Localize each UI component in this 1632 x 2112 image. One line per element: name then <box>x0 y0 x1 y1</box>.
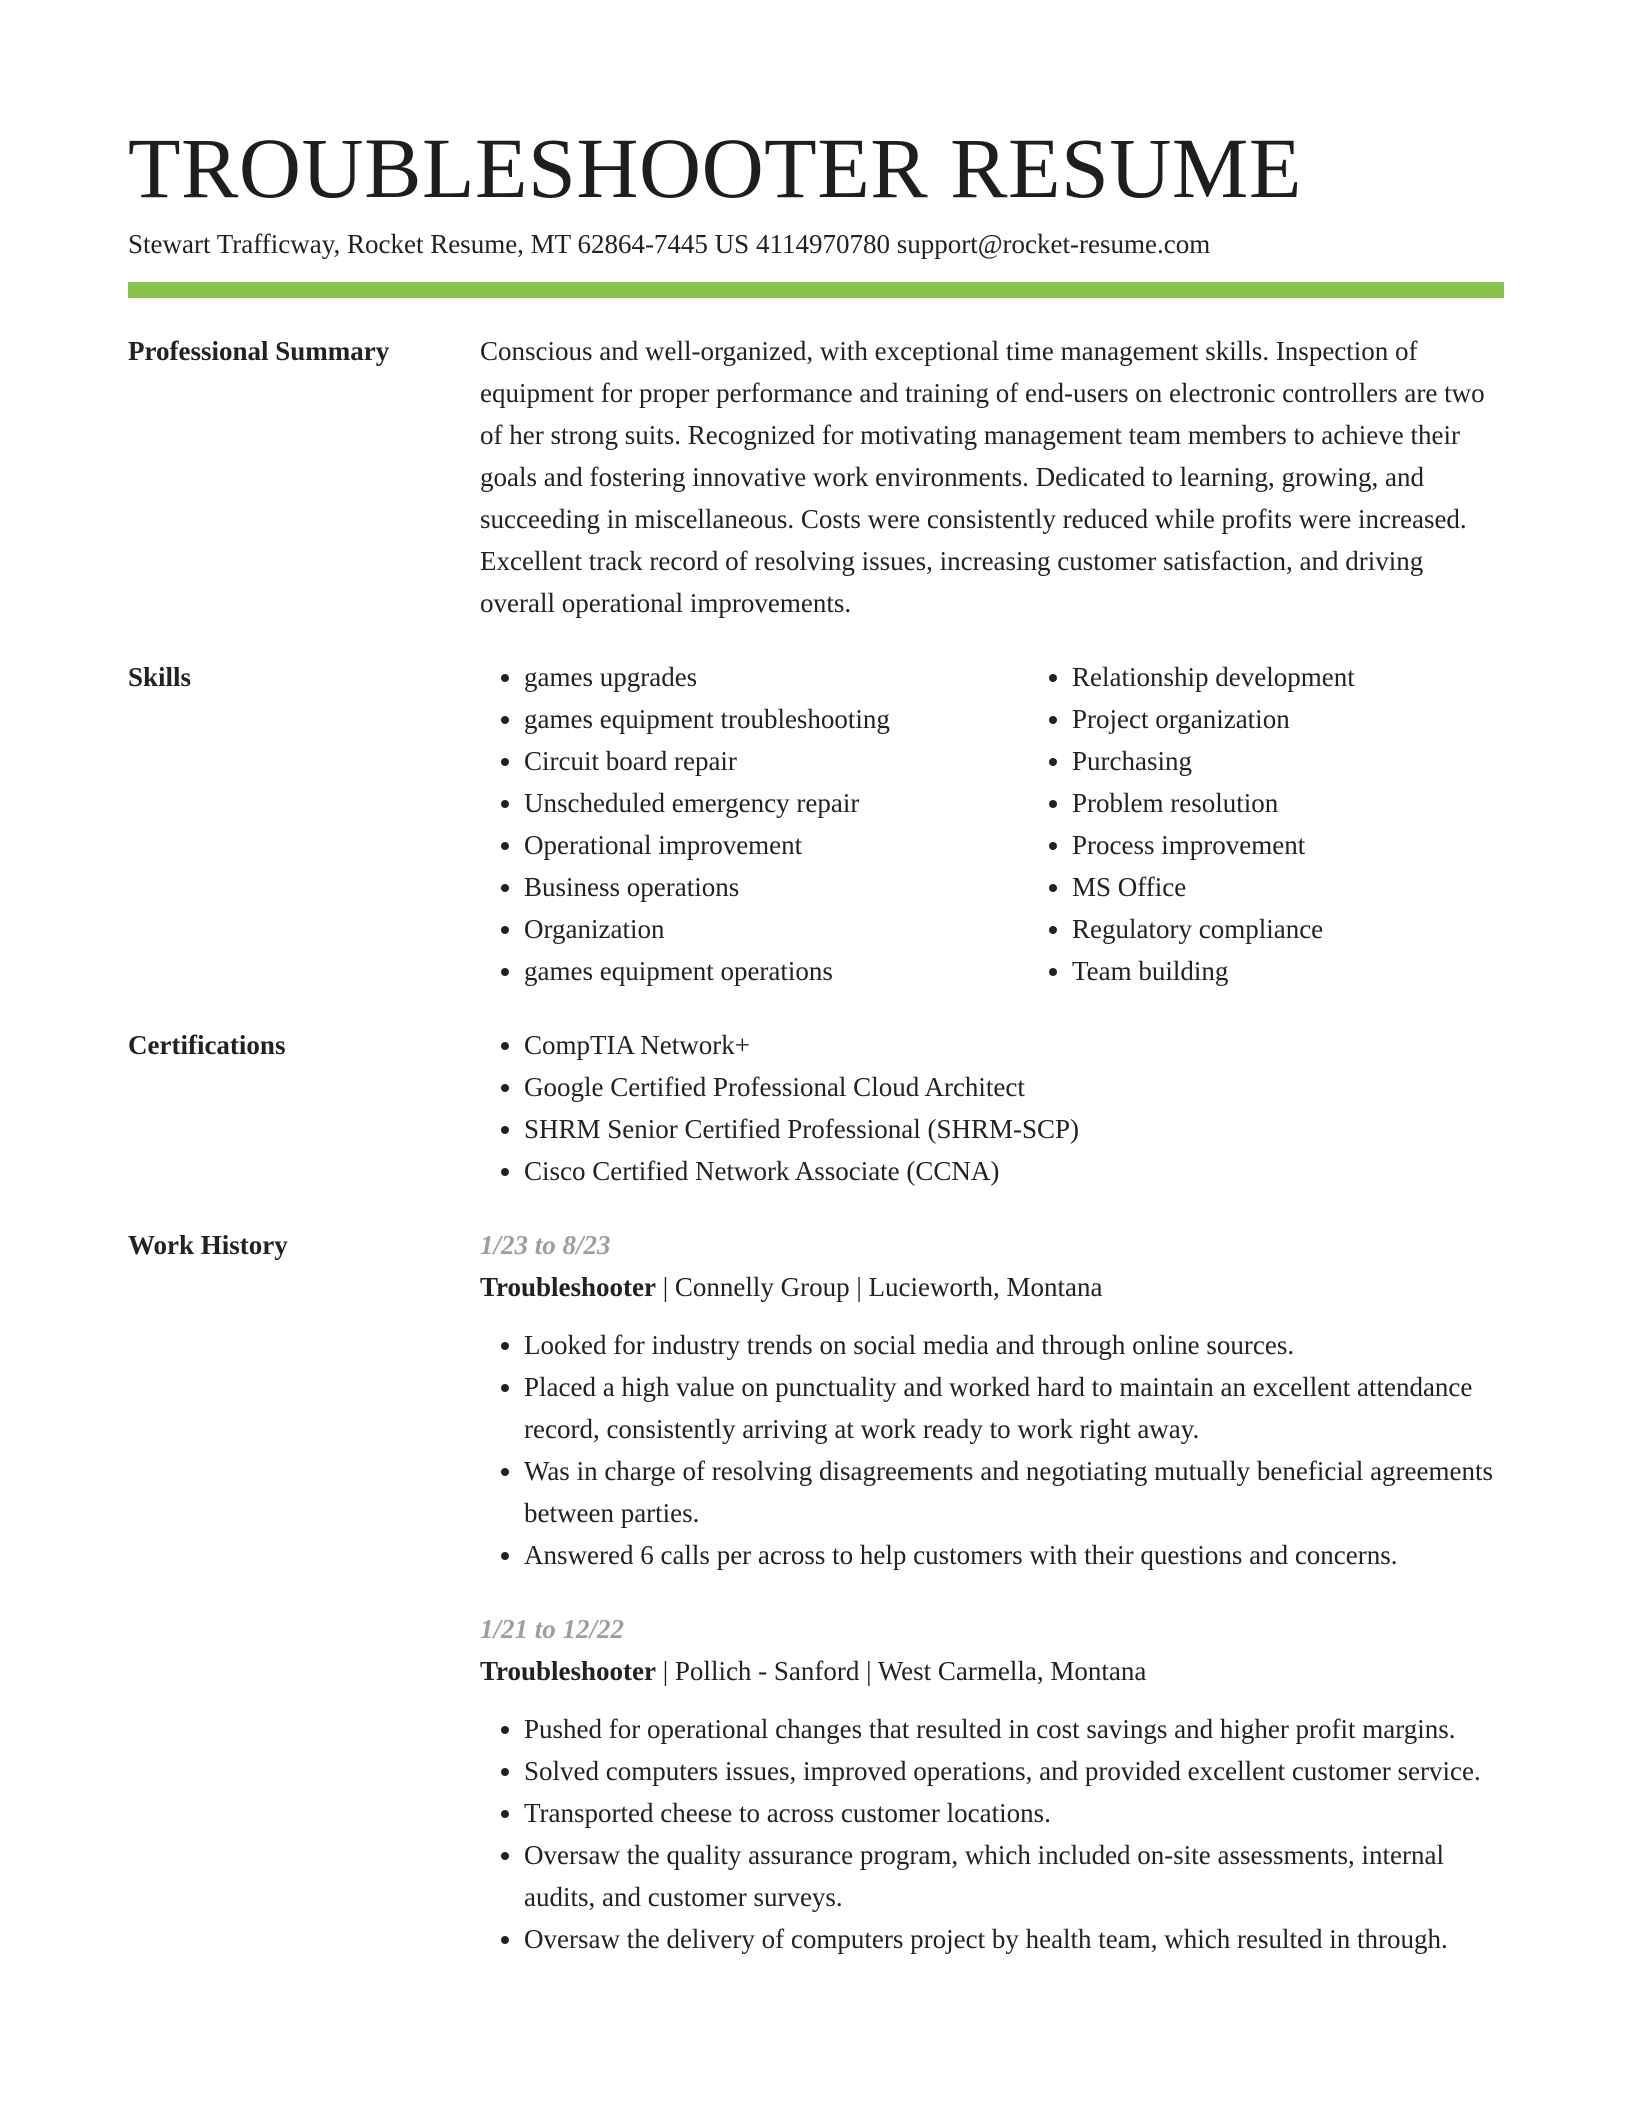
skills-section <box>128 656 1504 992</box>
certification-item: • Google Certified Professional Cloud Architect <box>524 1066 1504 1108</box>
job-title: Troubleshooter <box>480 1272 657 1302</box>
skill-item: • games equipment troubleshooting <box>524 698 1028 740</box>
accent-divider <box>128 282 1504 298</box>
job-heading <box>480 1650 1504 1692</box>
job-bullet: • Oversaw the quality assurance program, which included on-site assessments, internal audits, and customer surveys. <box>524 1834 1504 1918</box>
skill-item: • Operational improvement <box>524 824 1028 866</box>
certifications-section <box>128 1024 1504 1192</box>
section-label-work-history: Work History <box>128 1230 288 1260</box>
work-history-body <box>480 1224 1504 1992</box>
job-entry <box>480 1608 1504 1960</box>
certifications-body <box>480 1024 1504 1192</box>
skill-item: • Unscheduled emergency repair <box>524 782 1028 824</box>
job-heading <box>480 1266 1504 1308</box>
skill-item: • Problem resolution <box>1072 782 1355 824</box>
job-bullet: • Answered 6 calls per across to help customers with their questions and concerns. <box>524 1534 1504 1576</box>
job-bullets <box>480 1708 1504 1960</box>
resume-title: TROUBLESHOOTER RESUME <box>128 120 1302 216</box>
job-title: Troubleshooter <box>480 1656 657 1686</box>
skill-item: • games upgrades <box>524 656 1028 698</box>
job-bullet: • Solved computers issues, improved operations, and provided excellent customer service. <box>524 1750 1504 1792</box>
job-entry <box>480 1224 1504 1576</box>
section-label-skills: Skills <box>128 662 192 692</box>
work-history-section <box>128 1224 1504 1992</box>
job-bullets <box>480 1324 1504 1576</box>
certification-item: • SHRM Senior Certified Professional (SHRM-SCP) <box>524 1108 1504 1150</box>
skills-columns <box>480 656 1504 992</box>
skills-list-left <box>480 656 1028 992</box>
certification-item: • Cisco Certified Network Associate (CCNA) <box>524 1150 1504 1192</box>
job-bullet: • Oversaw the delivery of computers project by health team, which resulted in through. <box>524 1918 1504 1960</box>
section-label-certifications: Certifications <box>128 1030 286 1060</box>
resume-page <box>128 118 1504 1992</box>
skill-item: • Process improvement <box>1072 824 1355 866</box>
job-details: | Connelly Group | Lucieworth, Montana <box>656 1272 1103 1302</box>
job-dates: 1/21 to 12/22 <box>480 1614 625 1644</box>
section-label-summary: Professional Summary <box>128 336 390 366</box>
skill-item: • Purchasing <box>1072 740 1355 782</box>
skill-item: • Regulatory compliance <box>1072 908 1355 950</box>
summary-section <box>128 330 1504 624</box>
summary-text: Conscious and well-organized, with exceptional time management skills. Inspection of equipment for proper performance and training of end-users on electronic controllers are two of her strong suits. Recognized for motivating management team members to achieve their goals and fostering innovative work environments. Dedicated to learning, growing, and succeeding in miscellaneous. Costs were consistently reduced while profits were increased. Excellent track record of resolving issues, increasing customer satisfaction, and driving overall operational improvements. <box>480 336 1485 618</box>
skill-item: • games equipment operations <box>524 950 1028 992</box>
skill-item: • Project organization <box>1072 698 1355 740</box>
skill-item: • Circuit board repair <box>524 740 1028 782</box>
contact-line: Stewart Trafficway, Rocket Resume, MT 62864-7445 US 4114970780 support@rocket-resume.com <box>128 229 1211 259</box>
skill-item: • Organization <box>524 908 1028 950</box>
certifications-list <box>480 1024 1504 1192</box>
certification-item: • CompTIA Network+ <box>524 1024 1504 1066</box>
job-details: | Pollich - Sanford | West Carmella, Montana <box>656 1656 1147 1686</box>
job-bullet: • Placed a high value on punctuality and worked hard to maintain an excellent attendance record, consistently arriving at work ready to work right away. <box>524 1366 1504 1450</box>
skill-item: • Business operations <box>524 866 1028 908</box>
job-bullet: • Was in charge of resolving disagreements and negotiating mutually beneficial agreements between parties. <box>524 1450 1504 1534</box>
job-bullet: • Pushed for operational changes that resulted in cost savings and higher profit margins. <box>524 1708 1504 1750</box>
job-dates: 1/23 to 8/23 <box>480 1230 611 1260</box>
skill-item: • MS Office <box>1072 866 1355 908</box>
skill-item: • Team building <box>1072 950 1355 992</box>
skill-item: • Relationship development <box>1072 656 1355 698</box>
job-bullet: • Looked for industry trends on social media and through online sources. <box>524 1324 1504 1366</box>
job-bullet: • Transported cheese to across customer locations. <box>524 1792 1504 1834</box>
skills-list-right <box>1028 656 1355 992</box>
